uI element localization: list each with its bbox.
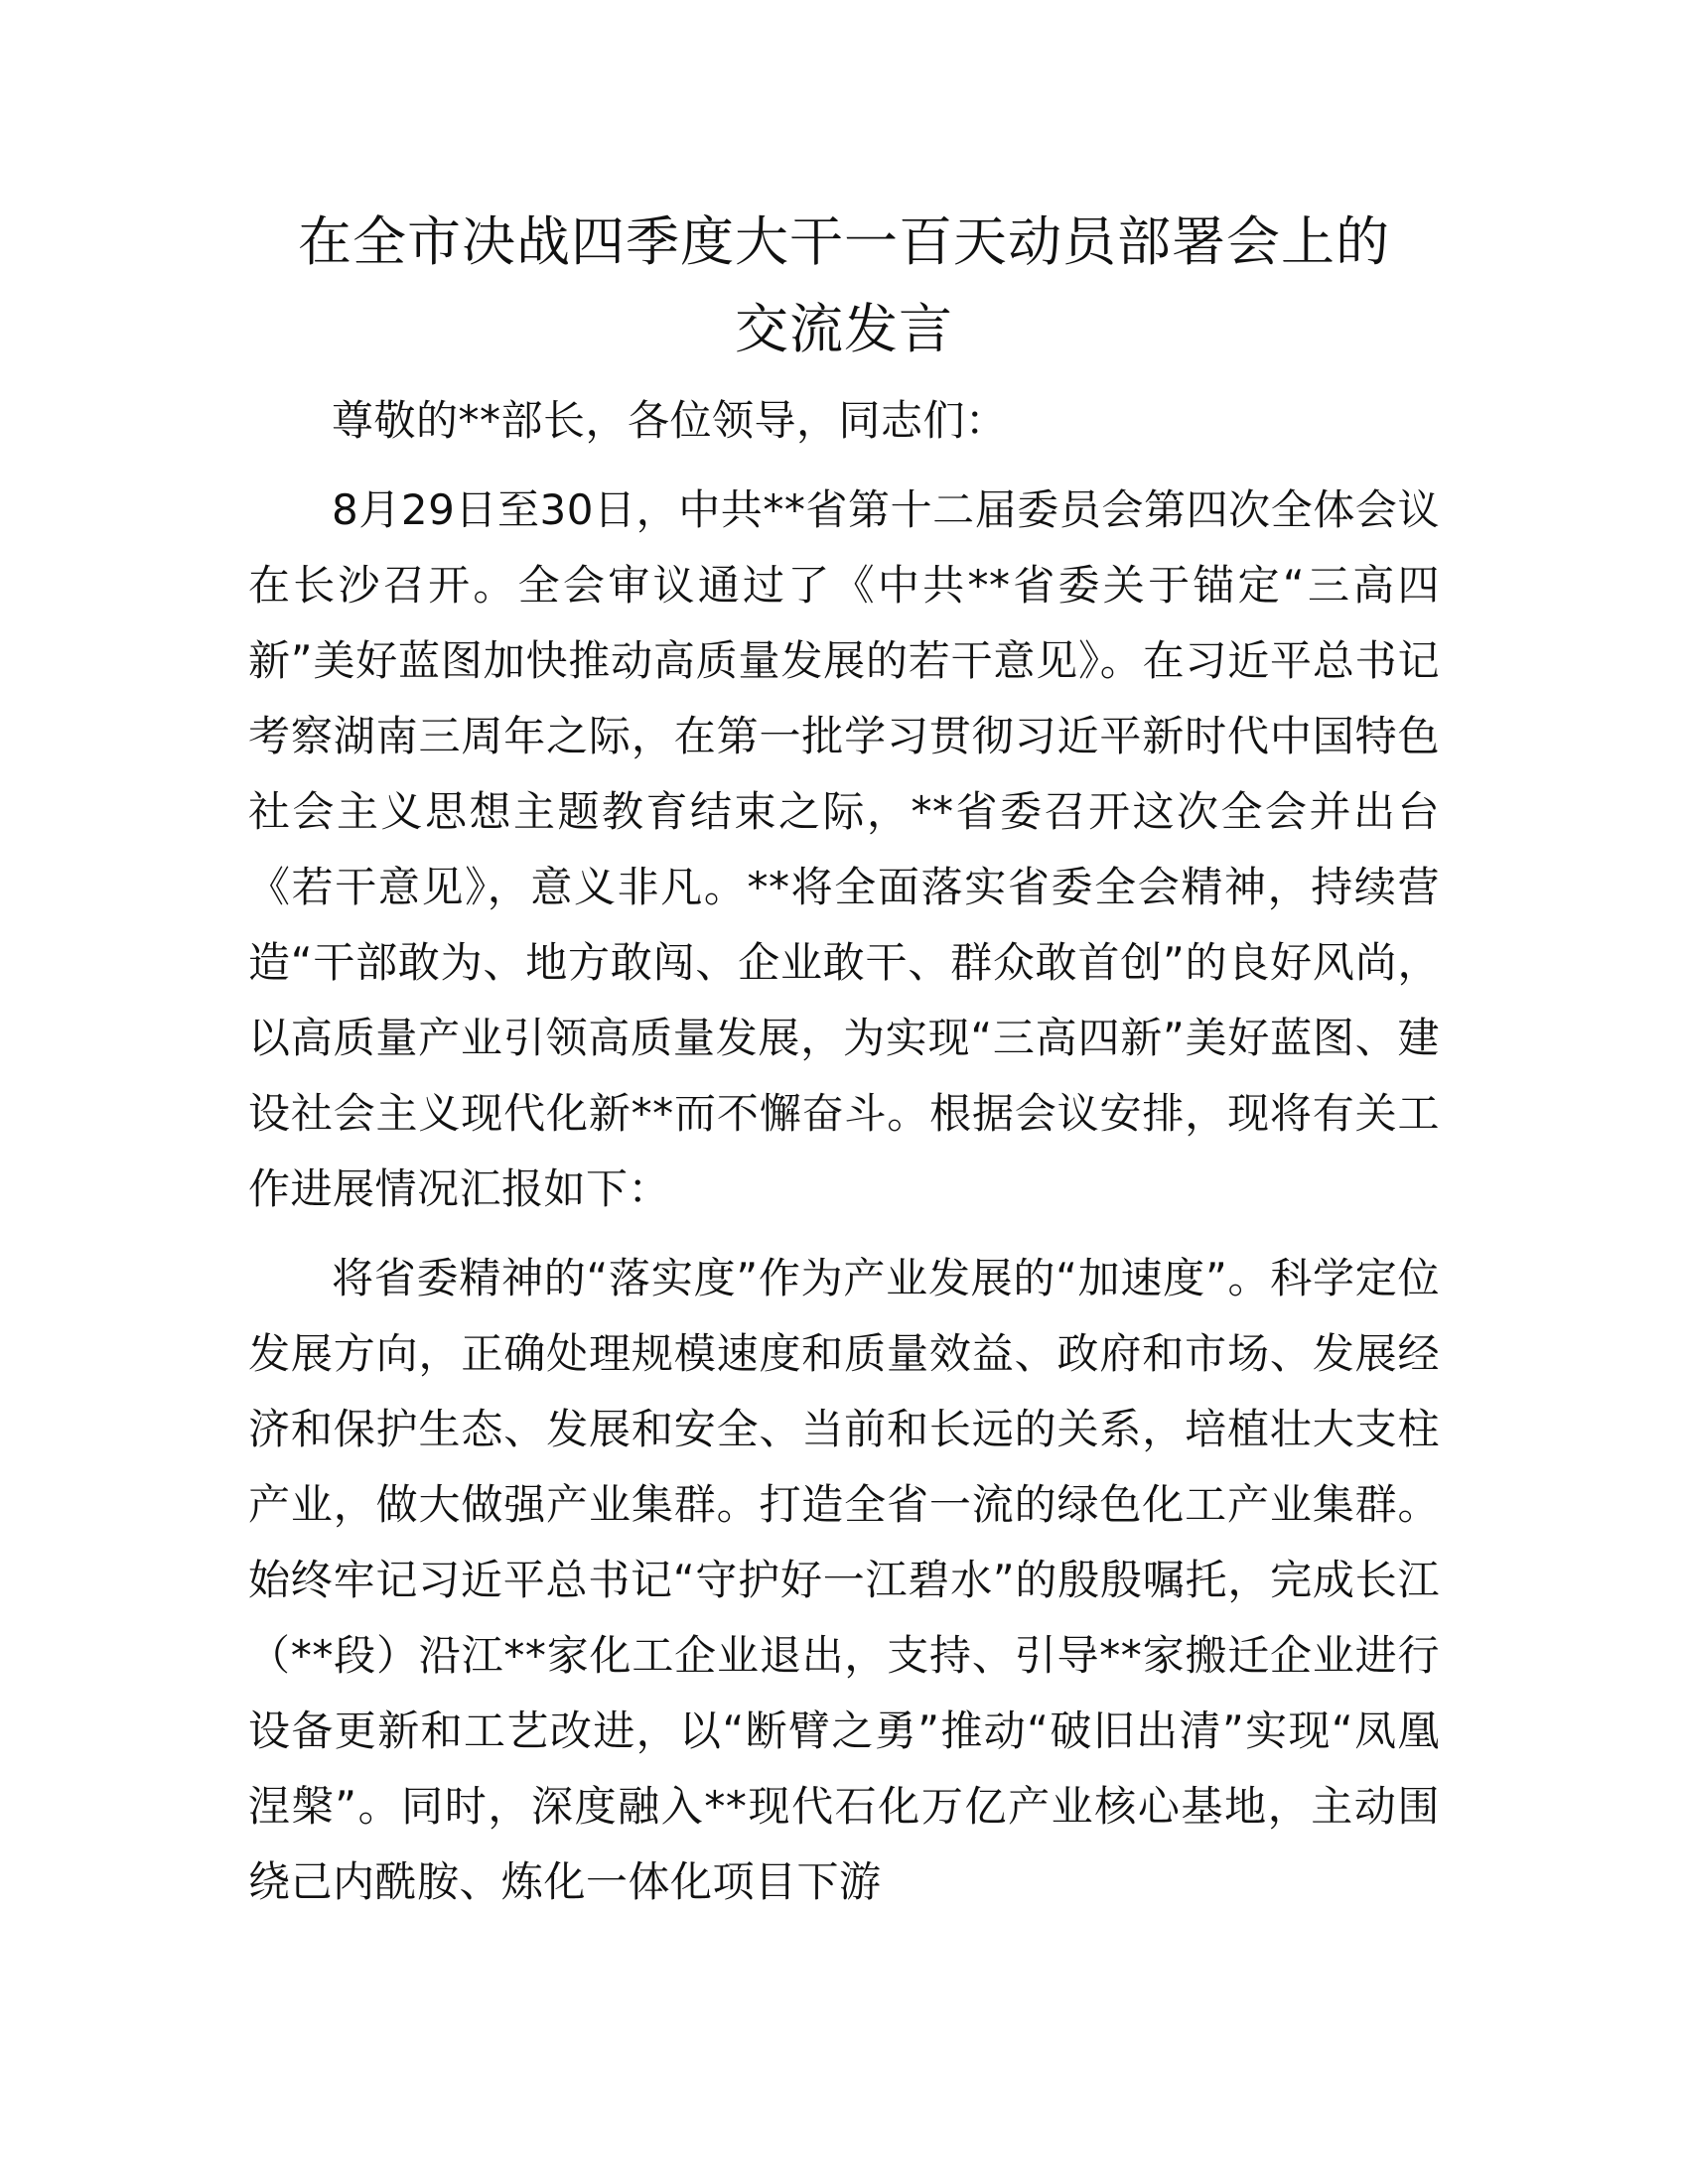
title-line-1: 在全市决战四季度大干一百天动员部署会上的 <box>298 210 1390 273</box>
paragraph-1: 8月29日至30日，中共**省第十二届委员会第四次全体会议在长沙召开。全会审议通过了《中共**省委关于锚定“三高四新”美好蓝图加快推动高质量发展的若干意见》。在习近平总书记考察湖南三周年之际，在第一批学习贯彻习近平新时代中国特色社会主义思想主题教育结束之际，**省委召开这次全会并出台《若干意见》，意义非凡。**将全面落实省委全会精神，持续营造“干部敢为、地方敢闯、企业敢干、群众敢首创”的良好风尚，以高质量产业引领高质量发展，为实现“三高四新”美好蓝图、建设社会主义现代化新**而不懈奋斗。根据会议安排，现将有关工作进展情况汇报如下： <box>248 485 1440 1213</box>
title-line-2: 交流发言 <box>735 298 953 360</box>
paragraph-2: 将省委精神的“落实度”作为产业发展的“加速度”。科学定位发展方向，正确处理规模速度和质量效益、政府和市场、发展经济和保护生态、发展和安全、当前和长远的关系，培植壮大支柱产业，做大做强产业集群。打造全省一流的绿色化工产业集群。始终牢记习近平总书记“守护好一江碧水”的殷殷嘱托，完成长江（**段）沿江**家化工企业退出，支持、引导**家搬迁企业进行设备更新和工艺改进，以“断臂之勇”推动“破旧出清”实现“凤凰涅槃”。同时，深度融入**现代石化万亿产业核心基地，主动围绕己内酰胺、炼化一体化项目下游 <box>248 1254 1440 1906</box>
document-body <box>248 199 1440 1920</box>
salutation: 尊敬的**部长，各位领导，同志们： <box>332 396 1008 445</box>
document-title <box>248 199 1440 373</box>
